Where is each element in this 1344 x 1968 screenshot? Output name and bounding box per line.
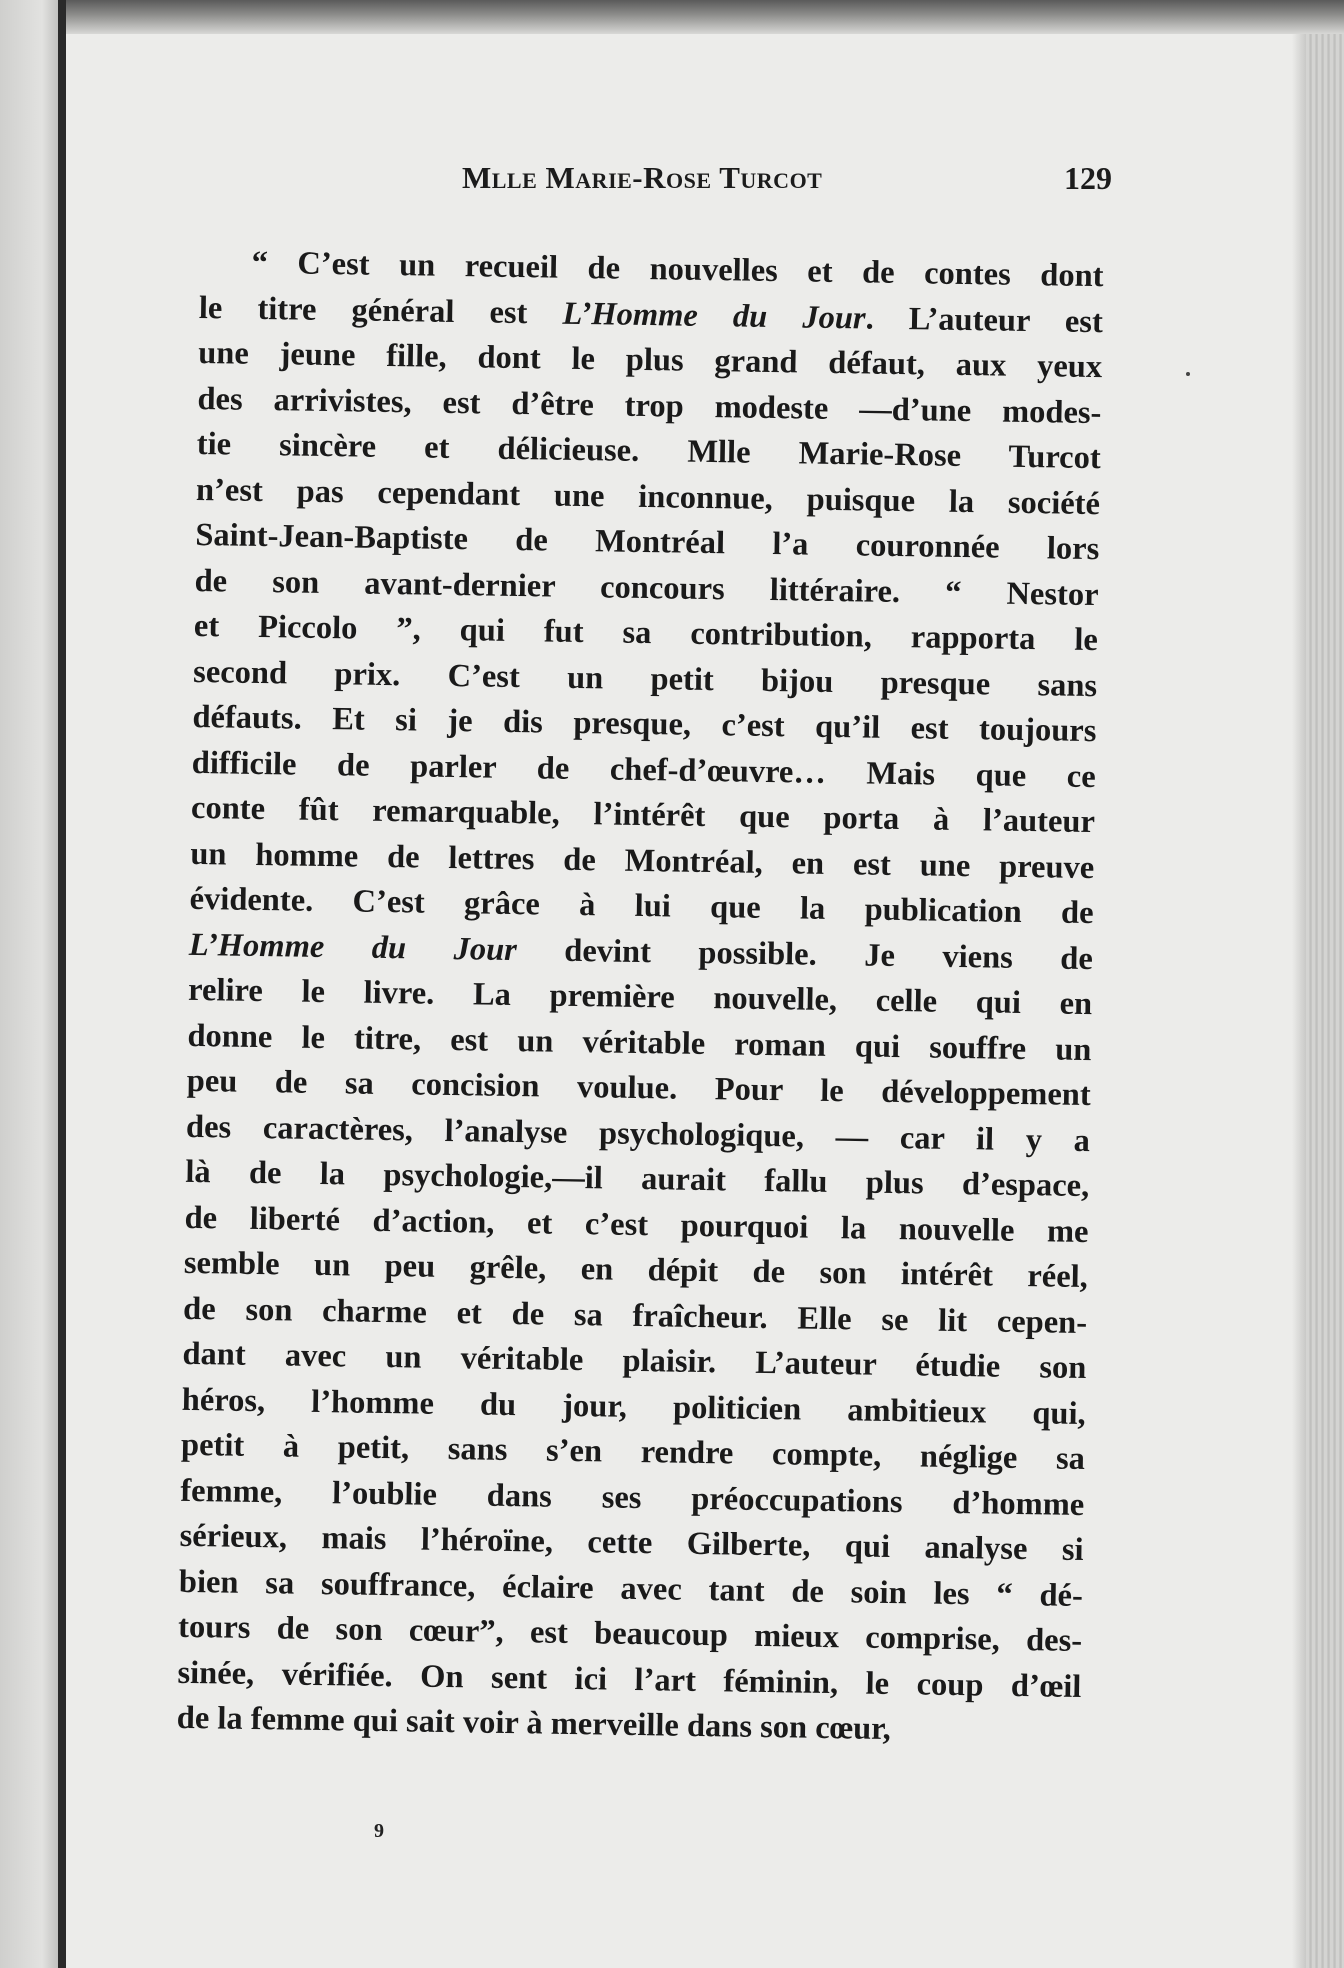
book-title-italic: L’Homme du Jour — [562, 295, 866, 336]
text-line: sérieux, mais l’héroïne, cette Gilberte, qui analyse si — [179, 1517, 1084, 1569]
top-shadow — [66, 0, 1344, 34]
previous-page-edge — [0, 0, 60, 1968]
text-line: peu de sa concision voulue. Pour le développement — [186, 1062, 1091, 1114]
text-line: “ C’est un recueil de nouvelles et de contes dont — [251, 244, 1104, 295]
text-line: des caractères, l’analyse psychologique, — car il y a — [185, 1108, 1091, 1159]
book-title-italic: L’Homme du Jour — [188, 926, 518, 968]
text-line: second prix. C’est un petit bijou presque sans — [192, 653, 1098, 704]
page-number: 129 — [1064, 160, 1112, 196]
book-block-edges — [1306, 34, 1344, 1968]
signature-mark: 9 — [374, 1820, 384, 1842]
page-edge-shadow — [1292, 34, 1306, 1968]
text-line: bien sa souffrance, éclaire avec tant de soin les “ dé- — [178, 1563, 1084, 1614]
text-line: héros, l’homme du jour, politicien ambitieux qui, — [181, 1381, 1086, 1432]
text-line: sinée, vérifiée. On sent ici l’art féminin, le coup d’œil — [177, 1654, 1082, 1705]
text-line: L’Homme du Jour devint possible. Je viens de — [188, 926, 1094, 977]
text-line: tours de son cœur”, est beaucoup mieux comprise, des- — [177, 1608, 1083, 1660]
text-line: des arrivistes, est d’être trop modeste —d’une modes- — [197, 380, 1102, 431]
text-line: une jeune fille, dont le plus grand défaut, aux yeux — [197, 334, 1103, 386]
book-gutter — [58, 0, 66, 1968]
text-line: de la femme qui sait voir à merveille dans son cœur, — [176, 1699, 892, 1748]
text-line: et Piccolo ”, qui fut sa contribution, rapporta le — [193, 607, 1099, 659]
text-line: petit à petit, sans s’en rendre compte, néglige sa — [180, 1426, 1086, 1478]
text-line: dant avec un véritable plaisir. L’auteur étudie son — [182, 1335, 1087, 1387]
text-line: n’est pas cependant une inconnue, puisque la société — [195, 471, 1101, 522]
running-title: Mlle Marie-Rose Turcot — [462, 160, 823, 195]
text-line: difficile de parler de chef-d’œuvre… Mais que ce — [191, 744, 1096, 795]
body-text — [176, 240, 1103, 1756]
page-header — [462, 160, 1112, 206]
text-line: le titre général est L’Homme du Jour. L’auteur est — [198, 289, 1104, 340]
text-line: évidente. C’est grâce à lui que la publication de — [189, 880, 1094, 932]
dust-speck — [1186, 372, 1190, 376]
text-line: là de la psychologie,—il aurait fallu plus d’espace, — [185, 1153, 1090, 1205]
text-line: femme, l’oublie dans ses préoccupations d’homme — [180, 1472, 1085, 1523]
text-line: donne le titre, est un véritable roman qui souffre un — [187, 1017, 1092, 1068]
text-line: un homme de lettres de Montréal, en est une preuve — [190, 835, 1095, 886]
text-line: de son charme et de sa fraîcheur. Elle se lit cepen- — [182, 1290, 1088, 1341]
text-line: Saint-Jean-Baptiste de Montréal l’a couronnée lors — [195, 516, 1100, 568]
text-line: relire le livre. La première nouvelle, celle qui en — [187, 971, 1093, 1023]
text-line: semble un peu grêle, en dépit de son intérêt réel, — [183, 1244, 1089, 1296]
text-line: de liberté d’action, et c’est pourquoi la nouvelle me — [184, 1199, 1089, 1250]
text-line: tie sincère et délicieuse. Mlle Marie-Rose Turcot — [196, 425, 1101, 477]
text-line: défauts. Et si je dis presque, c’est qu’il est toujours — [192, 698, 1097, 750]
text-line: de son avant-dernier concours littéraire. “ Nestor — [194, 562, 1099, 613]
text-line: conte fût remarquable, l’intérêt que porta à l’auteur — [190, 789, 1096, 841]
